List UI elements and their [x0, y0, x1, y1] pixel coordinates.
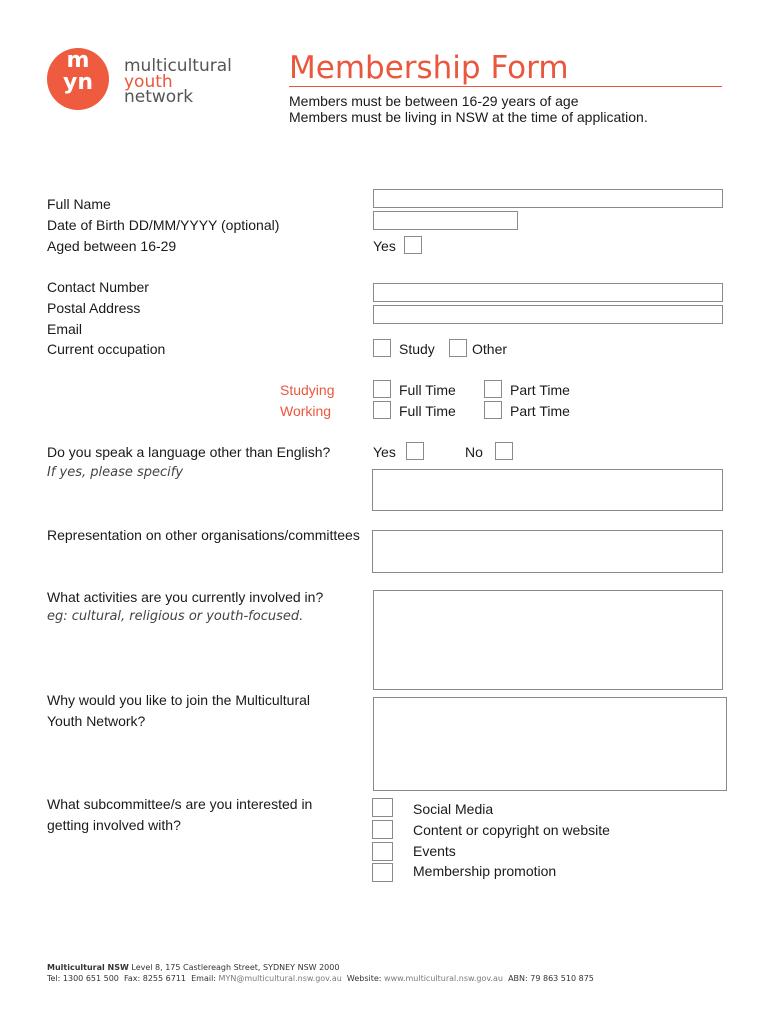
content-copyright-label: Content or copyright on website	[413, 822, 610, 838]
logo-line3: network	[124, 87, 194, 107]
social-media-label: Social Media	[413, 801, 494, 817]
footer-address: Level 8, 175 Castlereagh Street, SYDNEY NSW 2000	[131, 963, 340, 972]
footer-email-link[interactable]: MYN@multicultural.nsw.gov.au	[218, 974, 342, 983]
occupation-label: Current occupation	[47, 341, 166, 357]
working-label: Working	[280, 403, 332, 419]
subcommittee-label-line1: What subcommittee/s are you interested in	[47, 796, 313, 812]
requirement-age: Members must be between 16-29 years of age	[289, 93, 579, 109]
representation-field[interactable]	[372, 530, 723, 573]
footer-abn: ABN: 79 863 510 875	[508, 974, 594, 983]
studying-part-time-checkbox[interactable]	[484, 380, 502, 398]
contact-field[interactable]	[373, 283, 723, 302]
logo-initials	[47, 50, 109, 94]
activities-hint: eg: cultural, religious or youth-focused.	[47, 609, 304, 624]
postal-field[interactable]	[373, 305, 723, 324]
aged-yes-label: Yes	[373, 238, 396, 254]
page-title: Membership Form	[289, 50, 569, 86]
contact-label: Contact Number	[47, 279, 149, 295]
footer-org: Multicultural NSW	[47, 963, 129, 972]
aged-label: Aged between 16-29	[47, 238, 177, 254]
logo-initials-bottom: yn	[62, 70, 93, 95]
language-yes-checkbox[interactable]	[406, 442, 424, 460]
logo-initials-top: m	[66, 48, 90, 73]
footer-email-label: Email:	[191, 974, 216, 983]
full-name-label: Full Name	[47, 196, 111, 212]
study-checkbox[interactable]	[373, 339, 391, 357]
why-join-label-line1: Why would you like to join the Multicultural	[47, 692, 311, 708]
working-full-time-checkbox[interactable]	[373, 401, 391, 419]
language-label: Do you speak a language other than English?	[47, 444, 331, 460]
language-no-checkbox[interactable]	[495, 442, 513, 460]
full-name-field[interactable]	[373, 189, 723, 208]
dob-label: Date of Birth DD/MM/YYYY (optional)	[47, 217, 280, 233]
footer-contact-line	[47, 974, 594, 983]
studying-full-time-label: Full Time	[399, 382, 456, 398]
working-part-time-label: Part Time	[510, 403, 570, 419]
social-media-checkbox[interactable]	[372, 798, 393, 817]
events-label: Events	[413, 843, 456, 859]
footer-website-label: Website:	[346, 974, 382, 983]
events-checkbox[interactable]	[372, 842, 393, 861]
membership-promotion-checkbox[interactable]	[372, 863, 393, 882]
aged-yes-checkbox[interactable]	[404, 236, 422, 254]
other-checkbox[interactable]	[449, 339, 467, 357]
membership-promotion-label: Membership promotion	[413, 863, 557, 879]
postal-label: Postal Address	[47, 300, 141, 316]
footer-fax: Fax: 8255 6711	[124, 974, 187, 983]
studying-label: Studying	[280, 382, 335, 398]
studying-full-time-checkbox[interactable]	[373, 380, 391, 398]
language-yes-label: Yes	[373, 444, 396, 460]
activities-field[interactable]	[373, 590, 723, 690]
other-label: Other	[472, 341, 508, 357]
why-join-label-line2: Youth Network?	[47, 713, 146, 729]
logo-line2: youth	[124, 72, 173, 92]
title-rule	[289, 86, 722, 87]
footer-address-line	[47, 963, 339, 972]
subcommittee-label-line2: getting involved with?	[47, 817, 181, 833]
language-no-label: No	[465, 444, 483, 460]
why-join-field[interactable]	[373, 697, 727, 791]
email-label: Email	[47, 321, 83, 337]
studying-part-time-label: Part Time	[510, 382, 570, 398]
representation-label: Representation on other organisations/committees	[47, 527, 360, 543]
working-full-time-label: Full Time	[399, 403, 456, 419]
logo-line1: multicultural	[124, 56, 232, 76]
language-hint: If yes, please specify	[47, 465, 184, 480]
working-part-time-checkbox[interactable]	[484, 401, 502, 419]
dob-field[interactable]	[373, 211, 518, 230]
activities-label: What activities are you currently involved in?	[47, 589, 324, 605]
requirement-residence: Members must be living in NSW at the time of application.	[289, 109, 648, 125]
content-copyright-checkbox[interactable]	[372, 820, 393, 839]
footer-website-link[interactable]: www.multicultural.nsw.gov.au	[384, 974, 503, 983]
footer-tel: Tel: 1300 651 500	[47, 974, 119, 983]
language-specify-field[interactable]	[372, 469, 723, 511]
study-label: Study	[399, 341, 435, 357]
